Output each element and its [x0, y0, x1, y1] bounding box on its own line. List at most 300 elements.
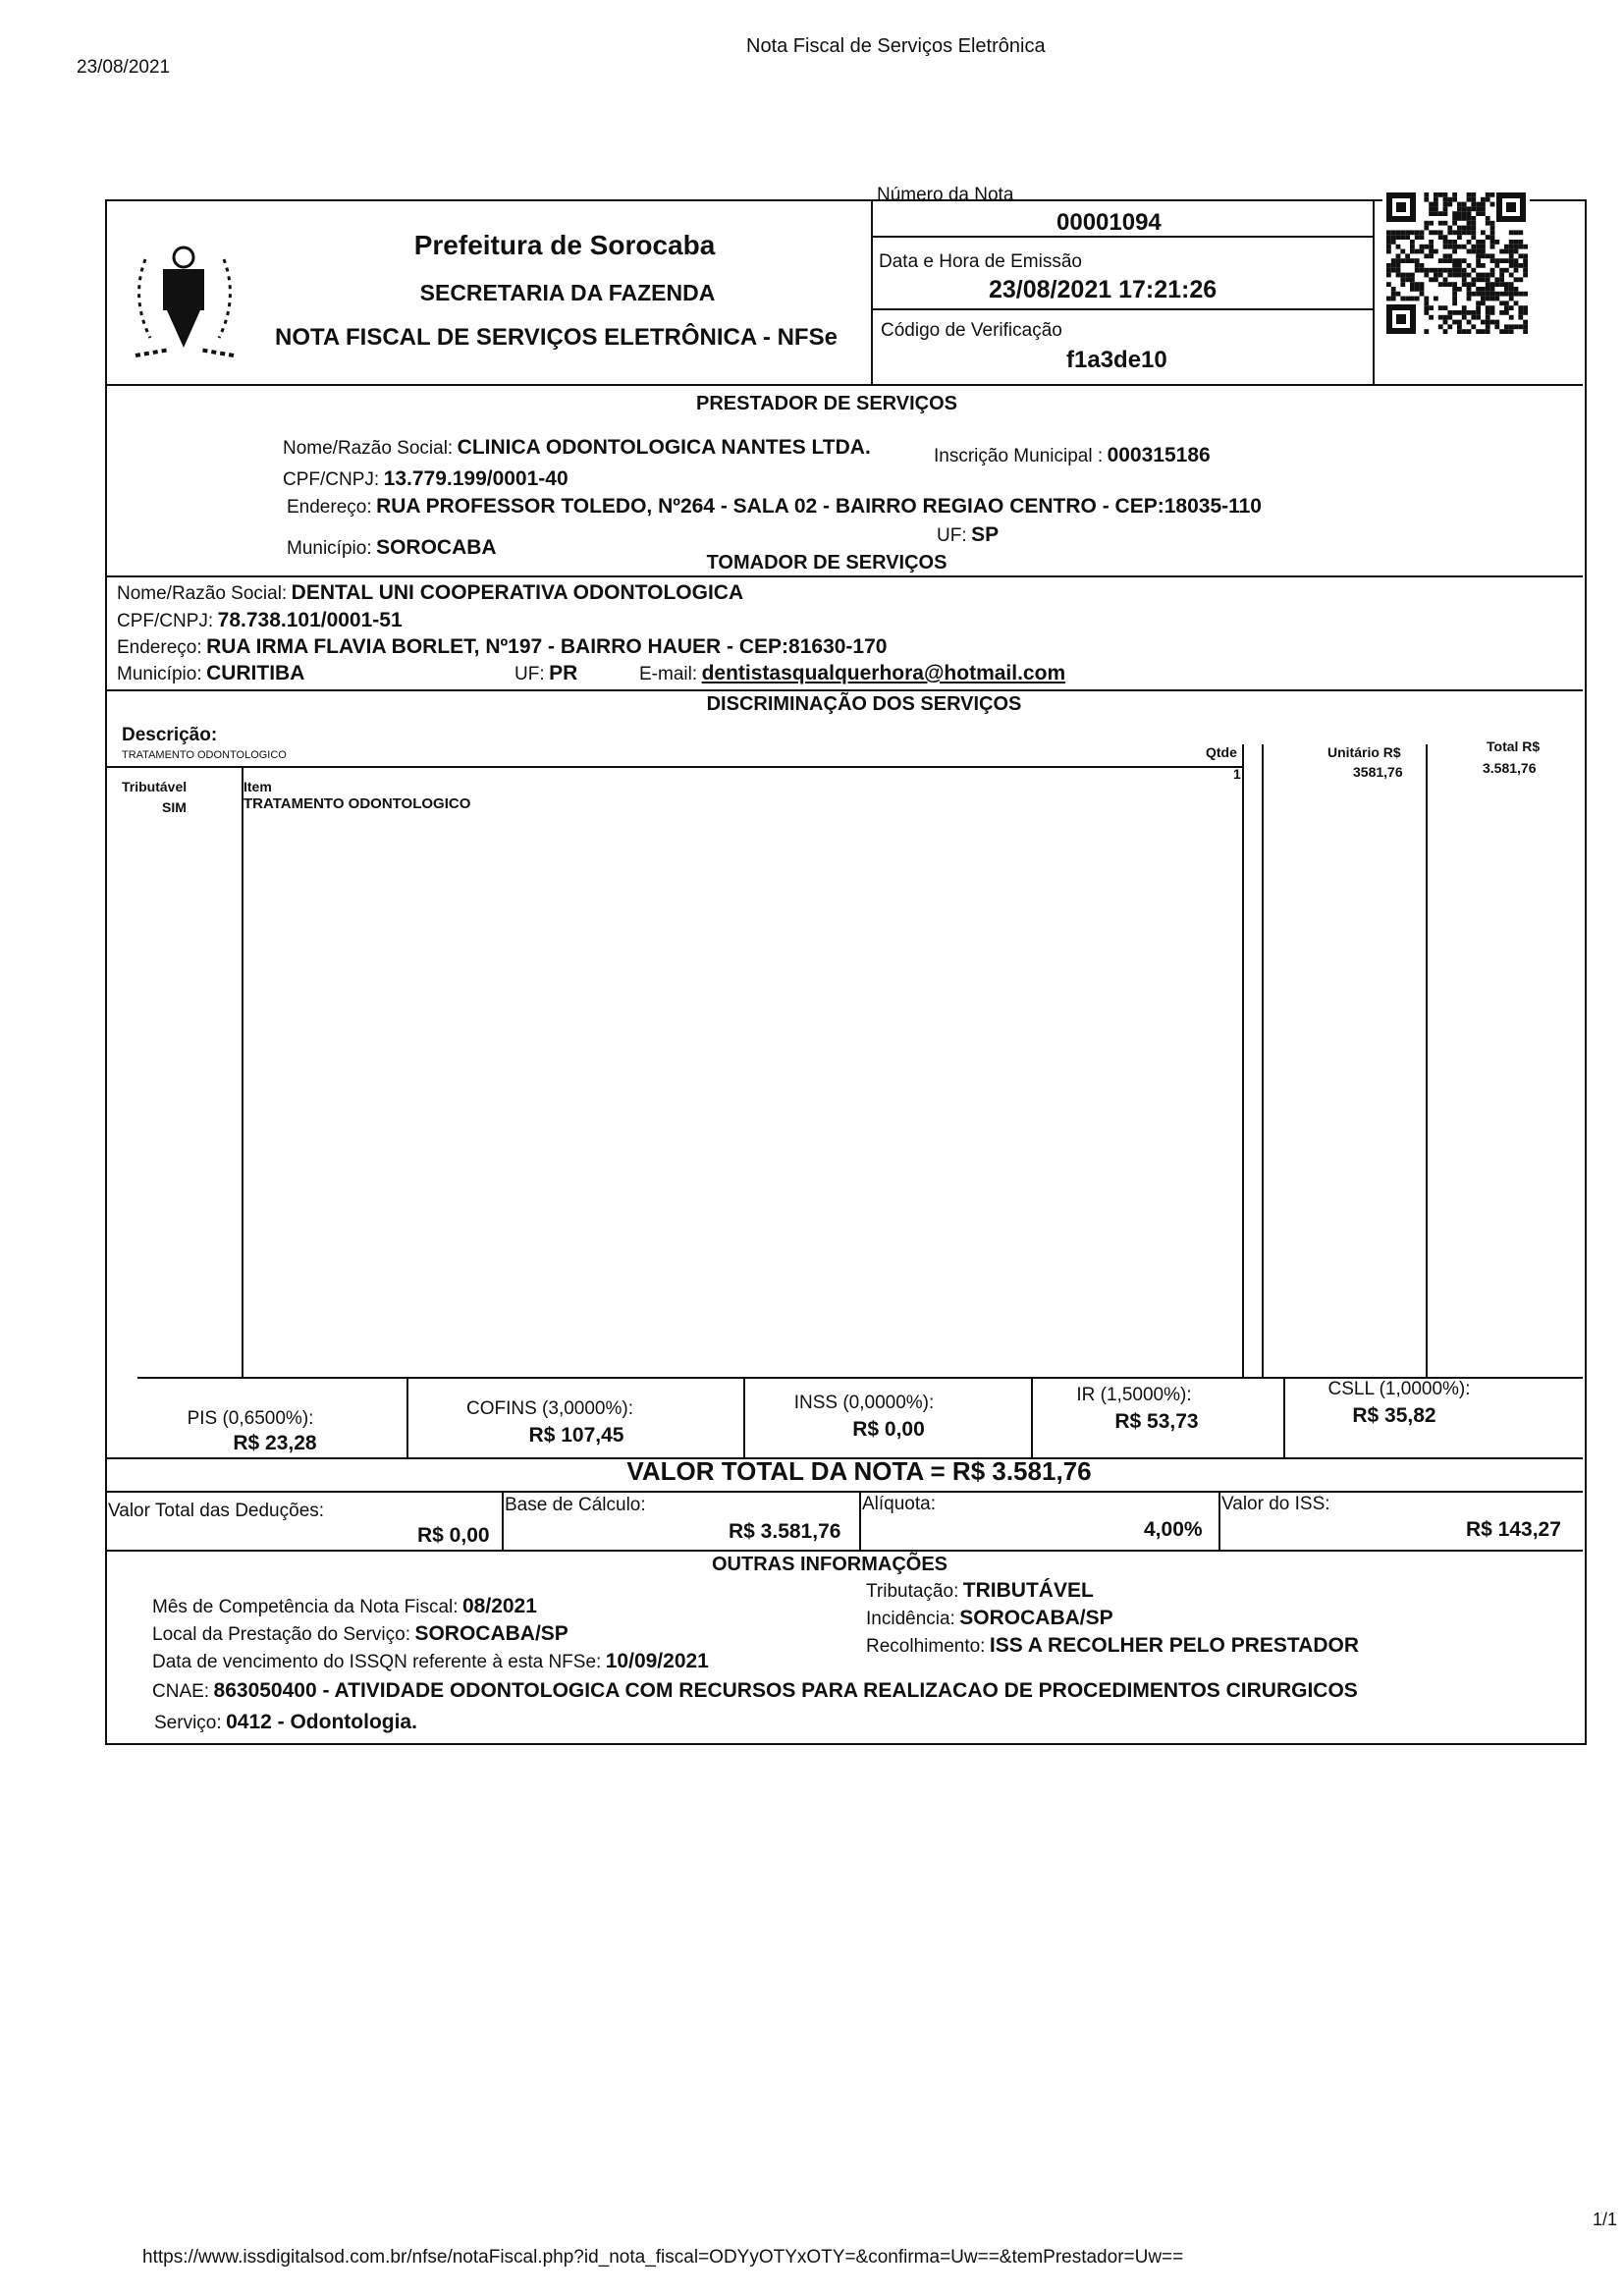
tax-label: COFINS (3,0000%): — [466, 1398, 633, 1419]
value: TRIBUTÁVEL — [962, 1579, 1094, 1602]
qr-module — [1471, 277, 1476, 282]
base-label: Base de Cálculo: — [505, 1495, 646, 1515]
qr-module — [1476, 240, 1481, 245]
qr-module — [1457, 320, 1462, 325]
qr-module — [1415, 287, 1420, 292]
qr-module — [1400, 277, 1405, 282]
qr-module — [1457, 202, 1462, 207]
tax-label: CSLL (1,0000%): — [1327, 1379, 1471, 1399]
footer-url: https://www.issdigitalsod.com.br/nfse/notaFiscal.php?id_nota_fiscal=ODYyOTYxOTY=&confirma=Uw==&temPrestador=Uw== — [142, 2247, 1184, 2268]
tax-label: INSS (0,0000%): — [793, 1393, 935, 1413]
qr-module — [1481, 197, 1486, 202]
label: E-mail: — [639, 664, 698, 684]
qr-module — [1476, 206, 1481, 211]
qr-module — [1490, 287, 1495, 292]
qr-module — [1447, 197, 1452, 202]
qr-module — [1452, 282, 1457, 287]
department-name: SECRETARIA DA FAZENDA — [419, 280, 716, 305]
value: 10/09/2021 — [605, 1650, 709, 1672]
qr-module — [1386, 230, 1391, 235]
qr-module — [1386, 249, 1391, 254]
qr-module — [1467, 216, 1472, 221]
qr-module — [1523, 292, 1528, 297]
qr-module — [1415, 249, 1420, 254]
divider — [105, 575, 1583, 577]
qr-module — [1410, 240, 1415, 245]
qr-module — [1518, 277, 1523, 282]
qr-module — [1420, 263, 1425, 268]
value: CLINICA ODONTOLOGICA NANTES LTDA. — [457, 436, 871, 459]
qr-module — [1486, 324, 1490, 329]
qr-module — [1514, 245, 1519, 249]
qr-module — [1452, 216, 1457, 221]
qr-module — [1486, 305, 1490, 310]
qr-module — [1509, 292, 1514, 297]
qr-module — [1457, 287, 1462, 292]
qr-module — [1443, 245, 1448, 249]
qr-module — [1490, 320, 1495, 325]
descricao-label: Descrição: — [122, 725, 218, 745]
col-tributavel: Tributável — [122, 779, 188, 794]
qr-module — [1467, 249, 1472, 254]
divider — [1242, 744, 1244, 1378]
qr-module — [1518, 315, 1523, 320]
qr-module — [1447, 253, 1452, 258]
qr-module — [1494, 258, 1499, 263]
divider — [1031, 1377, 1033, 1457]
qr-module — [1410, 230, 1415, 235]
qr-module — [1481, 230, 1486, 235]
emissao-value: 23/08/2021 17:21:26 — [989, 276, 1218, 303]
servico-field — [154, 1711, 417, 1734]
qr-module — [1490, 273, 1495, 278]
row-tributavel: SIM — [162, 799, 187, 815]
qr-module — [1486, 292, 1490, 297]
qr-module — [1509, 282, 1514, 287]
qr-module — [1391, 287, 1396, 292]
qr-module — [1391, 230, 1396, 235]
value: SOROCABA/SP — [414, 1622, 568, 1645]
qr-module — [1429, 202, 1434, 207]
qr-module — [1481, 240, 1486, 245]
divider — [743, 1377, 745, 1457]
qr-module — [1481, 263, 1486, 268]
divider — [1373, 199, 1375, 386]
tomador-municipio-field — [117, 662, 304, 685]
qr-module — [1434, 197, 1438, 202]
qr-module — [1467, 320, 1472, 325]
qr-module — [1518, 245, 1523, 249]
qr-module — [1467, 206, 1472, 211]
divider — [859, 1491, 861, 1550]
tax-value: R$ 107,45 — [528, 1424, 624, 1447]
qr-module — [1499, 310, 1504, 315]
value: SOROCABA/SP — [959, 1607, 1113, 1629]
qr-module — [1429, 245, 1434, 249]
divider — [105, 689, 1583, 691]
qr-module — [1504, 268, 1509, 273]
qr-module — [1509, 329, 1514, 334]
col-unitario: Unitário R$ — [1327, 744, 1401, 760]
qr-module — [1462, 315, 1467, 320]
row-qtde: 1 — [1233, 766, 1241, 782]
qr-module — [1400, 235, 1405, 240]
qr-module — [1490, 297, 1495, 301]
qr-module — [1490, 292, 1495, 297]
qr-module — [1424, 268, 1429, 273]
qr-module — [1452, 297, 1457, 301]
qr-module — [1490, 305, 1495, 310]
qr-module — [1514, 292, 1519, 297]
qr-module — [1410, 297, 1415, 301]
prestador-endereco-field — [287, 495, 1262, 519]
email-link[interactable]: dentistasqualquerhora@hotmail.com — [701, 662, 1066, 684]
qr-module — [1481, 206, 1486, 211]
qr-module — [1467, 292, 1472, 297]
qr-module — [1462, 268, 1467, 273]
value: 0412 - Odontologia. — [226, 1711, 417, 1733]
qr-module — [1504, 245, 1509, 249]
qr-module — [1386, 240, 1391, 245]
divider — [242, 766, 244, 1378]
qr-module — [1481, 277, 1486, 282]
qr-module — [1514, 249, 1519, 254]
qr-module — [1386, 297, 1391, 301]
tomador-nome-field — [117, 581, 743, 605]
qr-module — [1499, 273, 1504, 278]
qr-module — [1424, 310, 1429, 315]
label: Tributação: — [866, 1581, 959, 1602]
divider — [1262, 744, 1264, 1378]
qr-module — [1476, 292, 1481, 297]
qr-module — [1400, 258, 1405, 263]
qr-module — [1447, 226, 1452, 231]
tax-value: R$ 23,28 — [233, 1432, 317, 1454]
qr-module — [1467, 282, 1472, 287]
value: 863050400 - ATIVIDADE ODONTOLOGICA COM RECURSOS PARA REALIZACAO DE PROCEDIMENTOS CIRURGICOS — [213, 1679, 1358, 1702]
qr-module — [1467, 197, 1472, 202]
col-total: Total R$ — [1487, 738, 1541, 754]
qr-module — [1396, 230, 1401, 235]
qr-module — [1462, 216, 1467, 221]
emissao-label: Data e Hora de Emissão — [879, 251, 1082, 272]
qr-module — [1410, 258, 1415, 263]
qr-module — [1467, 263, 1472, 268]
value: SOROCABA — [376, 536, 497, 559]
qr-module — [1452, 292, 1457, 297]
qr-module — [1490, 226, 1495, 231]
label: Inscrição Municipal : — [934, 446, 1104, 466]
qr-module — [1514, 301, 1519, 305]
qr-module — [1494, 240, 1499, 245]
qr-module — [1462, 329, 1467, 334]
numero-label: Número da Nota — [877, 185, 1014, 205]
qr-module — [1471, 230, 1476, 235]
qr-module — [1447, 240, 1452, 245]
tax-value: R$ 53,73 — [1114, 1410, 1199, 1433]
qr-module — [1447, 324, 1452, 329]
qr-module — [1443, 305, 1448, 310]
qr-module — [1443, 282, 1448, 287]
qr-module — [1504, 282, 1509, 287]
qr-module — [1462, 245, 1467, 249]
qr-module — [1420, 292, 1425, 297]
nfse-frame — [105, 199, 1587, 1745]
qr-module — [1434, 192, 1438, 197]
qr-module — [1420, 282, 1425, 287]
qr-module — [1443, 320, 1448, 325]
qr-module — [1457, 329, 1462, 334]
recolhimento-field — [866, 1634, 1359, 1658]
qr-module — [1499, 258, 1504, 263]
qr-module — [1420, 268, 1425, 273]
qr-module — [1396, 263, 1401, 268]
qr-module — [1490, 310, 1495, 315]
qr-module — [1443, 240, 1448, 245]
qr-module — [1391, 240, 1396, 245]
qr-module — [1405, 235, 1410, 240]
qr-module — [1476, 245, 1481, 249]
divider — [1218, 1491, 1220, 1550]
qr-module — [1415, 268, 1420, 273]
qr-module — [1462, 310, 1467, 315]
qr-module — [1471, 202, 1476, 207]
qr-module — [1471, 226, 1476, 231]
qr-module — [1443, 329, 1448, 334]
qr-module — [1481, 287, 1486, 292]
qr-module — [1462, 211, 1467, 216]
qr-module — [1447, 315, 1452, 320]
qr-module — [1443, 253, 1448, 258]
print-date: 23/08/2021 — [77, 57, 171, 78]
qr-module — [1438, 258, 1443, 263]
qr-module — [1434, 249, 1438, 254]
tax-value: R$ 35,82 — [1352, 1404, 1436, 1427]
qr-module — [1467, 226, 1472, 231]
label: UF: — [514, 664, 545, 684]
qr-module — [1504, 329, 1509, 334]
incidencia-field — [866, 1607, 1113, 1630]
qr-module — [1438, 268, 1443, 273]
divider — [502, 1491, 504, 1550]
qr-module — [1452, 287, 1457, 292]
qr-module — [1518, 263, 1523, 268]
qr-module — [1494, 297, 1499, 301]
qr-module — [1499, 249, 1504, 254]
qr-module — [1424, 305, 1429, 310]
value: DENTAL UNI COOPERATIVA ODONTOLOGICA — [291, 581, 744, 604]
deducoes-label: Valor Total das Deduções: — [108, 1501, 325, 1521]
tax-label: PIS (0,6500%): — [187, 1408, 314, 1429]
qr-module — [1509, 230, 1514, 235]
qr-module — [1443, 206, 1448, 211]
qr-module — [1405, 253, 1410, 258]
qr-module — [1462, 305, 1467, 310]
qr-module — [1405, 273, 1410, 278]
qr-module — [1462, 277, 1467, 282]
qr-module — [1481, 253, 1486, 258]
qr-module — [1452, 310, 1457, 315]
qr-module — [1514, 277, 1519, 282]
label: Nome/Razão Social: — [283, 438, 454, 459]
qr-module — [1471, 192, 1476, 197]
divider — [105, 766, 1244, 768]
qr-module — [1509, 240, 1514, 245]
qr-module — [1490, 268, 1495, 273]
qr-module — [1391, 292, 1396, 297]
qr-module — [1471, 268, 1476, 273]
qr-module — [1424, 273, 1429, 278]
qr-module — [1447, 230, 1452, 235]
qr-module — [1391, 268, 1396, 273]
qr-module — [1490, 235, 1495, 240]
qr-module — [1471, 310, 1476, 315]
qr-module — [1396, 273, 1401, 278]
qr-module — [1504, 249, 1509, 254]
divider — [105, 384, 1583, 386]
qr-module — [1457, 258, 1462, 263]
qr-module — [1457, 268, 1462, 273]
qr-module — [1438, 273, 1443, 278]
qr-module — [1420, 230, 1425, 235]
divider — [871, 199, 873, 386]
qr-module — [1429, 211, 1434, 216]
qr-module — [1462, 226, 1467, 231]
qr-module — [1467, 287, 1472, 292]
qr-module — [1386, 235, 1391, 240]
tax-label: IR (1,5000%): — [1076, 1385, 1192, 1405]
qr-module — [1457, 206, 1462, 211]
qr-module — [1481, 249, 1486, 254]
qr-module — [1523, 245, 1528, 249]
qr-module — [1462, 206, 1467, 211]
qr-module — [1476, 273, 1481, 278]
qr-module — [1452, 249, 1457, 254]
qr-module — [1467, 297, 1472, 301]
page-number: 1/1 — [1593, 2210, 1618, 2229]
qr-module — [1476, 329, 1481, 334]
qr-module — [1405, 258, 1410, 263]
label: Incidência: — [866, 1609, 955, 1629]
qr-module — [1509, 263, 1514, 268]
qr-module — [1462, 273, 1467, 278]
qr-module — [1434, 268, 1438, 273]
qr-module — [1518, 305, 1523, 310]
qr-module — [1490, 258, 1495, 263]
qr-module — [1486, 277, 1490, 282]
qr-module — [1486, 197, 1490, 202]
qr-module — [1452, 192, 1457, 197]
qr-module — [1447, 282, 1452, 287]
qr-module — [1434, 206, 1438, 211]
qr-module — [1486, 221, 1490, 226]
qr-module — [1452, 273, 1457, 278]
qr-module — [1476, 253, 1481, 258]
qr-module — [1424, 197, 1429, 202]
qr-module — [1447, 310, 1452, 315]
qr-module — [1443, 211, 1448, 216]
qr-module — [1434, 211, 1438, 216]
servicos-title: DISCRIMINAÇÃO DOS SERVIÇOS — [706, 693, 1022, 715]
prestador-cnpj-field — [283, 467, 568, 491]
qr-module — [1457, 263, 1462, 268]
qr-module — [1471, 292, 1476, 297]
qr-module — [1490, 245, 1495, 249]
qr-module — [1443, 197, 1448, 202]
qr-module — [1523, 268, 1528, 273]
qr-module — [1509, 324, 1514, 329]
qr-module — [1429, 221, 1434, 226]
label: Mês de Competência da Nota Fiscal: — [152, 1597, 459, 1617]
deducoes-value: R$ 0,00 — [417, 1524, 490, 1547]
label: Município: — [287, 538, 372, 559]
competencia-field — [152, 1595, 537, 1618]
qr-module — [1471, 245, 1476, 249]
qr-module — [1424, 245, 1429, 249]
qr-module — [1452, 230, 1457, 235]
qr-module — [1447, 273, 1452, 278]
qr-module — [1424, 226, 1429, 231]
valor-total: VALOR TOTAL DA NOTA = R$ 3.581,76 — [626, 1456, 1092, 1486]
qr-module — [1467, 211, 1472, 216]
codigo-label: Código de Verificação — [881, 320, 1062, 341]
qr-module — [1424, 253, 1429, 258]
vencimento-field — [152, 1650, 709, 1673]
qr-module — [1486, 216, 1490, 221]
qr-module — [1405, 297, 1410, 301]
label: Recolhimento: — [866, 1636, 986, 1657]
base-value: R$ 3.581,76 — [729, 1520, 841, 1543]
qr-module — [1457, 310, 1462, 315]
label: Endereço: — [287, 497, 372, 518]
codigo-value: f1a3de10 — [1066, 347, 1167, 373]
qr-module — [1486, 297, 1490, 301]
value: SP — [971, 523, 1000, 546]
qr-module — [1471, 324, 1476, 329]
qr-module — [1523, 258, 1528, 263]
numero-value: 00001094 — [1056, 209, 1162, 236]
qr-module — [1438, 315, 1443, 320]
qr-module — [1462, 230, 1467, 235]
label: Município: — [117, 664, 202, 684]
value: 08/2021 — [462, 1595, 537, 1617]
divider — [1426, 744, 1428, 1378]
value: RUA PROFESSOR TOLEDO, Nº264 - SALA 02 - BAIRRO REGIAO CENTRO - CEP:18035-110 — [376, 495, 1262, 518]
qr-module — [1410, 273, 1415, 278]
label: Nome/Razão Social: — [117, 583, 288, 604]
qr-module — [1471, 249, 1476, 254]
qr-module — [1523, 263, 1528, 268]
label: Data de vencimento do ISSQN referente à esta NFSe: — [152, 1652, 602, 1672]
qr-module — [1434, 277, 1438, 282]
qr-module — [1504, 305, 1509, 310]
qr-module — [1467, 310, 1472, 315]
qr-module — [1476, 277, 1481, 282]
qr-module — [1443, 202, 1448, 207]
qr-module — [1386, 268, 1391, 273]
qr-module — [1420, 249, 1425, 254]
qr-module — [1481, 301, 1486, 305]
qr-module — [1429, 206, 1434, 211]
qr-module — [1410, 245, 1415, 249]
qr-module — [1467, 273, 1472, 278]
qr-module — [1490, 202, 1495, 207]
valor-iss-value: R$ 143,27 — [1466, 1518, 1561, 1541]
qr-module — [1443, 192, 1448, 197]
divider — [105, 1491, 1583, 1493]
qr-module — [1471, 315, 1476, 320]
qr-module — [1447, 258, 1452, 263]
